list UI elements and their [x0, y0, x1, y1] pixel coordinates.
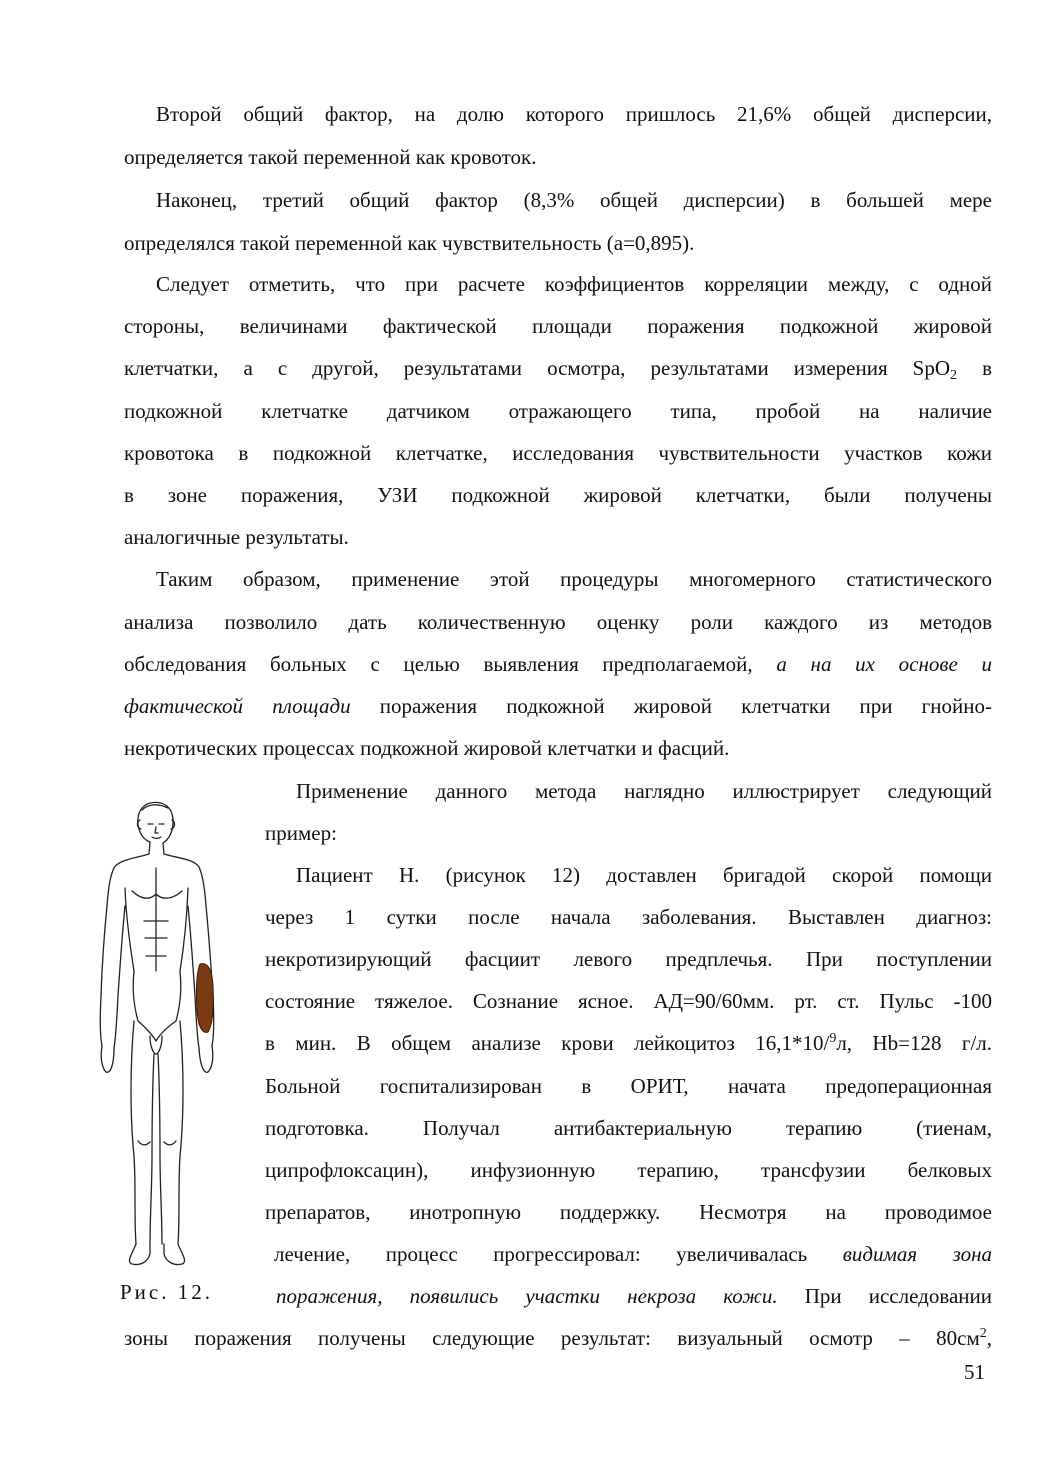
paragraph-4-line-4	[124, 692, 992, 720]
paragraph-6-line-3: некротизирующий фасциит левого предплечья. При поступлении	[265, 947, 992, 971]
paragraph-6-line-4: состояние тяжелое. Сознание ясное. АД=90/60мм. рт. ст. Пульс -100	[265, 989, 992, 1013]
p4-line-4-italic: фактической площади	[124, 694, 351, 718]
lesion-area	[196, 964, 213, 1033]
p6-line-10-italic: видимая зона	[842, 1242, 992, 1266]
p4-line-4-text-b: поражения подкожной жировой клетчатки при гнойно-	[350, 694, 992, 718]
paragraph-6-line-2: через 1 сутки после начала заболевания. Выставлен диагноз:	[265, 905, 992, 929]
paragraph-6-line-5	[265, 1029, 992, 1057]
p4-line-3-italic: а на их основе и	[776, 652, 992, 676]
p6-line-11-text-b: При исследовании	[777, 1284, 992, 1308]
paragraph-3-line-3	[124, 354, 992, 382]
p3-line-3-text-b: в	[957, 356, 992, 380]
paragraph-5-line-2: пример:	[265, 821, 337, 845]
paragraph-6-line-6: Больной госпитализирован в ОРИТ, начата предоперационная	[265, 1074, 992, 1098]
paragraph-3-line-5: кровотока в подкожной клетчатке, исследования чувствительности участков кожи	[124, 441, 992, 465]
paragraph-6-line-11	[276, 1282, 992, 1310]
human-body-illustration	[92, 796, 232, 1274]
paragraph-6-line-10	[274, 1240, 992, 1268]
paragraph-3-line-1: Следует отметить, что при расчете коэффициентов корреляции между, с одной	[156, 272, 992, 296]
p6-line-10-text-a: лечение, процесс прогрессировал: увеличивалась	[274, 1242, 843, 1266]
p4-line-3-text-a: обследования больных с целью выявления предполагаемой,	[124, 652, 777, 676]
paragraph-6-line-9: препаратов, инотропную поддержку. Несмотря на проводимое	[265, 1200, 992, 1224]
paragraph-6-line-7: подготовка. Получал антибактериальную терапию (тиенам,	[265, 1116, 992, 1140]
paragraph-6-line-8: ципрофлоксацин), инфузионную терапию, трансфузии белковых	[265, 1158, 992, 1182]
paragraph-3-line-2: стороны, величинами фактической площади поражения подкожной жировой	[124, 314, 992, 338]
figure-caption: Рис. 12.	[120, 1280, 213, 1304]
p6-line-5-text-b: л, Hb=128 г/л.	[836, 1031, 993, 1055]
paragraph-4-line-3	[124, 650, 992, 678]
paragraph-1-line-1: Второй общий фактор, на долю которого пришлось 21,6% общей дисперсии,	[156, 102, 992, 126]
paragraph-3-line-7: аналогичные результаты.	[124, 525, 349, 549]
paragraph-2-line-1: Наконец, третий общий фактор (8,3% общей дисперсии) в большей мере	[156, 188, 992, 212]
p6-line-5-superscript: 9	[829, 1031, 837, 1046]
p6-line-11-italic: поражения, появились участки некроза кожи.	[276, 1284, 778, 1308]
p3-line-3-subscript: 2	[950, 368, 958, 383]
p3-line-3-text-a: клетчатки, а с другой, результатами осмотра, результатами измерения SpO	[124, 356, 951, 380]
p6-line-12-text-a: зоны поражения получены следующие результат: визуальный осмотр – 80см	[124, 1326, 980, 1350]
paragraph-6-line-1: Пациент Н. (рисунок 12) доставлен бригадой скорой помощи	[296, 863, 992, 887]
paragraph-3-line-4: подкожной клетчатке датчиком отражающего типа, пробой на наличие	[124, 399, 992, 423]
paragraph-5-line-1: Применение данного метода наглядно иллюстрирует следующий	[296, 779, 992, 803]
paragraph-4-line-1: Таким образом, применение этой процедуры многомерного статистического	[156, 567, 992, 591]
paragraph-1-line-2: определяется такой переменной как кровоток.	[124, 145, 537, 169]
paragraph-4-line-2: анализа позволило дать количественную оценку роли каждого из методов	[124, 610, 992, 634]
paragraph-6-line-12	[124, 1324, 992, 1352]
page-number: 51	[964, 1360, 985, 1384]
paragraph-3-line-6: в зоне поражения, УЗИ подкожной жировой клетчатки, были получены	[124, 483, 992, 507]
p6-line-5-text-a: в мин. В общем анализе крови лейкоцитоз 16,1*10/	[265, 1031, 830, 1055]
paragraph-4-line-5: некротических процессах подкожной жировой клетчатки и фасций.	[124, 736, 730, 760]
p6-line-12-text-b: ,	[986, 1326, 992, 1350]
paragraph-2-line-2: определялся такой переменной как чувствительность (а=0,895).	[124, 231, 695, 255]
figure-12	[92, 796, 232, 1274]
p6-line-12-superscript: 2	[979, 1326, 987, 1341]
